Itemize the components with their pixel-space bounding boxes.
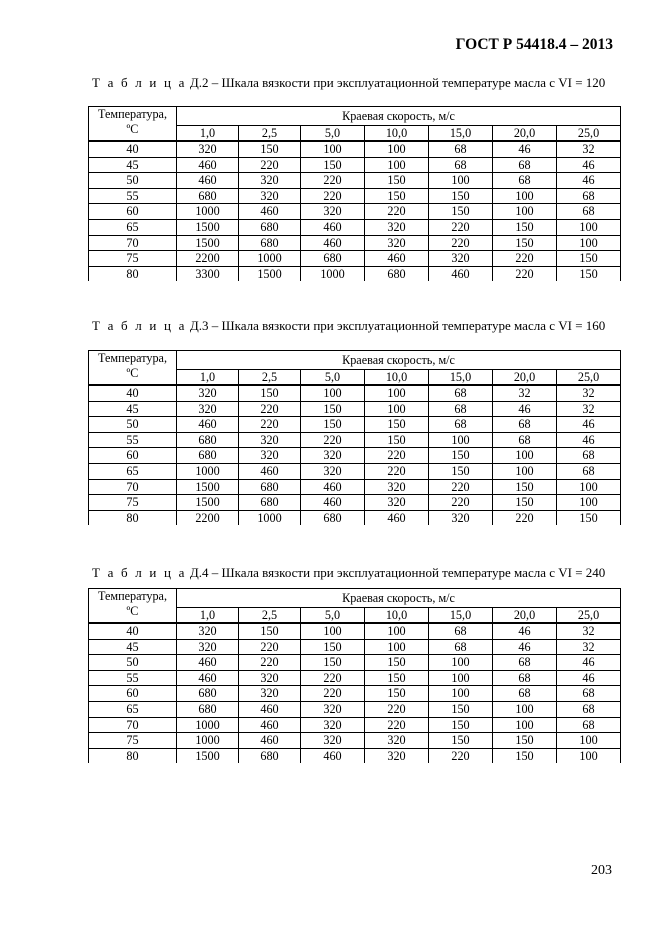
- viscosity-cell: 150: [365, 686, 429, 702]
- viscosity-cell: 320: [177, 401, 239, 417]
- viscosity-cell: 320: [429, 251, 493, 267]
- viscosity-cell: 460: [177, 670, 239, 686]
- viscosity-cell: 460: [239, 463, 301, 479]
- table-row: [89, 670, 621, 686]
- viscosity-cell: 680: [177, 701, 239, 717]
- viscosity-cell: 46: [557, 432, 621, 448]
- viscosity-cell: 68: [557, 463, 621, 479]
- viscosity-cell: 150: [301, 157, 365, 173]
- viscosity-cell: 460: [239, 717, 301, 733]
- viscosity-cell: 32: [557, 385, 621, 401]
- table-row: [89, 141, 621, 157]
- viscosity-cell: 100: [429, 670, 493, 686]
- temperature-cell: 80: [89, 510, 177, 525]
- table-d2-caption: [92, 75, 605, 91]
- caption-text: Д.4 – Шкала вязкости при эксплуатационной температуре масла с VI = 240: [189, 565, 606, 580]
- viscosity-cell: 320: [365, 479, 429, 495]
- viscosity-cell: 320: [177, 639, 239, 655]
- speed-column-header: 20,0: [493, 608, 557, 624]
- viscosity-cell: 220: [429, 235, 493, 251]
- viscosity-cell: 150: [493, 219, 557, 235]
- temperature-cell: 65: [89, 463, 177, 479]
- viscosity-cell: 46: [493, 401, 557, 417]
- viscosity-cell: 150: [239, 385, 301, 401]
- viscosity-cell: 150: [301, 401, 365, 417]
- table-row: [89, 448, 621, 464]
- speed-header: Краевая скорость, м/с: [177, 107, 621, 126]
- viscosity-table-d4: [88, 588, 621, 763]
- viscosity-cell: 460: [239, 204, 301, 220]
- viscosity-cell: 1000: [301, 266, 365, 281]
- viscosity-cell: 320: [365, 733, 429, 749]
- temperature-cell: 80: [89, 266, 177, 281]
- temperature-cell: 45: [89, 639, 177, 655]
- viscosity-cell: 220: [239, 655, 301, 671]
- viscosity-cell: 680: [239, 219, 301, 235]
- viscosity-cell: 150: [429, 463, 493, 479]
- viscosity-cell: 1500: [177, 479, 239, 495]
- viscosity-cell: 220: [365, 717, 429, 733]
- speed-column-header: 25,0: [557, 370, 621, 386]
- viscosity-cell: 320: [239, 686, 301, 702]
- table-label: Т а б л и ц а: [92, 75, 187, 90]
- page-number: 203: [591, 863, 612, 878]
- viscosity-cell: 320: [301, 701, 365, 717]
- viscosity-cell: 320: [239, 188, 301, 204]
- viscosity-cell: 2200: [177, 251, 239, 267]
- viscosity-cell: 150: [239, 623, 301, 639]
- viscosity-cell: 100: [493, 463, 557, 479]
- viscosity-cell: 100: [557, 748, 621, 763]
- viscosity-cell: 150: [365, 173, 429, 189]
- temperature-cell: 55: [89, 670, 177, 686]
- speed-column-header: 1,0: [177, 608, 239, 624]
- viscosity-cell: 680: [239, 479, 301, 495]
- viscosity-cell: 1000: [239, 510, 301, 525]
- viscosity-cell: 150: [429, 733, 493, 749]
- temperature-cell: 80: [89, 748, 177, 763]
- viscosity-cell: 150: [429, 204, 493, 220]
- viscosity-cell: 100: [365, 141, 429, 157]
- viscosity-cell: 460: [301, 495, 365, 511]
- viscosity-cell: 68: [557, 686, 621, 702]
- viscosity-cell: 150: [493, 733, 557, 749]
- speed-column-header: 20,0: [493, 126, 557, 142]
- viscosity-cell: 100: [493, 717, 557, 733]
- viscosity-cell: 100: [365, 623, 429, 639]
- table-row: [89, 204, 621, 220]
- viscosity-cell: 68: [557, 701, 621, 717]
- viscosity-cell: 150: [429, 701, 493, 717]
- speed-column-header: 2,5: [239, 608, 301, 624]
- viscosity-cell: 1000: [177, 204, 239, 220]
- viscosity-cell: 1500: [177, 235, 239, 251]
- viscosity-cell: 220: [301, 188, 365, 204]
- viscosity-cell: 46: [493, 623, 557, 639]
- viscosity-cell: 220: [365, 204, 429, 220]
- table-row: [89, 235, 621, 251]
- table-row: [89, 748, 621, 763]
- speed-column-header: 15,0: [429, 608, 493, 624]
- speed-column-header: 15,0: [429, 126, 493, 142]
- speed-column-header: 15,0: [429, 370, 493, 386]
- viscosity-cell: 2200: [177, 510, 239, 525]
- viscosity-cell: 460: [177, 417, 239, 433]
- viscosity-cell: 46: [557, 670, 621, 686]
- viscosity-cell: 320: [177, 385, 239, 401]
- temperature-header: Температура, ºС: [89, 351, 177, 386]
- viscosity-cell: 68: [429, 401, 493, 417]
- viscosity-cell: 150: [557, 266, 621, 281]
- viscosity-cell: 220: [301, 686, 365, 702]
- viscosity-cell: 32: [557, 401, 621, 417]
- speed-column-header: 10,0: [365, 126, 429, 142]
- table-row: [89, 510, 621, 525]
- viscosity-cell: 1000: [177, 717, 239, 733]
- viscosity-cell: 460: [301, 479, 365, 495]
- temperature-cell: 55: [89, 188, 177, 204]
- viscosity-cell: 68: [493, 417, 557, 433]
- temperature-cell: 65: [89, 701, 177, 717]
- viscosity-cell: 46: [557, 173, 621, 189]
- table-row: [89, 733, 621, 749]
- viscosity-cell: 68: [493, 670, 557, 686]
- viscosity-cell: 220: [301, 173, 365, 189]
- viscosity-cell: 68: [493, 157, 557, 173]
- temperature-cell: 50: [89, 417, 177, 433]
- viscosity-cell: 320: [177, 141, 239, 157]
- temperature-cell: 50: [89, 655, 177, 671]
- temperature-cell: 75: [89, 251, 177, 267]
- viscosity-cell: 32: [557, 141, 621, 157]
- viscosity-cell: 460: [301, 235, 365, 251]
- viscosity-cell: 32: [557, 623, 621, 639]
- table-row: [89, 219, 621, 235]
- viscosity-cell: 460: [177, 157, 239, 173]
- speed-column-header: 5,0: [301, 370, 365, 386]
- viscosity-cell: 3300: [177, 266, 239, 281]
- viscosity-cell: 150: [493, 748, 557, 763]
- viscosity-cell: 68: [557, 204, 621, 220]
- viscosity-cell: 100: [365, 385, 429, 401]
- viscosity-cell: 100: [301, 141, 365, 157]
- viscosity-cell: 150: [493, 495, 557, 511]
- viscosity-cell: 68: [429, 623, 493, 639]
- viscosity-cell: 320: [301, 204, 365, 220]
- temperature-cell: 60: [89, 686, 177, 702]
- table-row: [89, 495, 621, 511]
- table-row: [89, 417, 621, 433]
- viscosity-cell: 680: [177, 448, 239, 464]
- viscosity-cell: 68: [493, 655, 557, 671]
- viscosity-cell: 320: [365, 495, 429, 511]
- viscosity-cell: 460: [301, 219, 365, 235]
- viscosity-cell: 680: [301, 251, 365, 267]
- temperature-cell: 40: [89, 623, 177, 639]
- temperature-cell: 50: [89, 173, 177, 189]
- temperature-cell: 45: [89, 401, 177, 417]
- viscosity-cell: 150: [365, 188, 429, 204]
- viscosity-cell: 320: [301, 717, 365, 733]
- speed-header: Краевая скорость, м/с: [177, 351, 621, 370]
- viscosity-cell: 680: [239, 235, 301, 251]
- viscosity-cell: 220: [493, 510, 557, 525]
- viscosity-cell: 460: [177, 655, 239, 671]
- viscosity-table-d3: [88, 350, 621, 525]
- viscosity-cell: 68: [429, 417, 493, 433]
- viscosity-cell: 100: [429, 655, 493, 671]
- table-d4-caption: [92, 565, 605, 581]
- table-row: [89, 701, 621, 717]
- viscosity-cell: 150: [429, 717, 493, 733]
- table-label: Т а б л и ц а: [92, 318, 187, 333]
- viscosity-cell: 150: [365, 655, 429, 671]
- temperature-header: Температура, ºС: [89, 107, 177, 142]
- viscosity-cell: 100: [493, 448, 557, 464]
- speed-column-header: 20,0: [493, 370, 557, 386]
- speed-column-header: 2,5: [239, 370, 301, 386]
- viscosity-cell: 460: [365, 510, 429, 525]
- viscosity-cell: 1500: [177, 748, 239, 763]
- speed-column-header: 10,0: [365, 608, 429, 624]
- temperature-cell: 75: [89, 733, 177, 749]
- viscosity-cell: 100: [557, 733, 621, 749]
- viscosity-cell: 1500: [177, 495, 239, 511]
- speed-column-header: 1,0: [177, 370, 239, 386]
- viscosity-cell: 150: [301, 639, 365, 655]
- table-row: [89, 157, 621, 173]
- viscosity-cell: 680: [239, 748, 301, 763]
- viscosity-cell: 68: [429, 639, 493, 655]
- temperature-cell: 70: [89, 717, 177, 733]
- viscosity-cell: 220: [493, 251, 557, 267]
- table-row: [89, 266, 621, 281]
- viscosity-cell: 220: [301, 670, 365, 686]
- viscosity-cell: 680: [239, 495, 301, 511]
- table-row: [89, 479, 621, 495]
- viscosity-cell: 100: [557, 479, 621, 495]
- speed-column-header: 25,0: [557, 126, 621, 142]
- table-row: [89, 686, 621, 702]
- viscosity-cell: 68: [493, 686, 557, 702]
- temperature-cell: 65: [89, 219, 177, 235]
- caption-text: Д.3 – Шкала вязкости при эксплуатационной температуре масла с VI = 160: [189, 318, 606, 333]
- viscosity-cell: 220: [429, 479, 493, 495]
- viscosity-cell: 220: [365, 448, 429, 464]
- temperature-cell: 70: [89, 479, 177, 495]
- viscosity-table-d2: [88, 106, 621, 281]
- table-row: [89, 463, 621, 479]
- table-row: [89, 655, 621, 671]
- viscosity-cell: 150: [493, 479, 557, 495]
- speed-column-header: 10,0: [365, 370, 429, 386]
- viscosity-cell: 680: [301, 510, 365, 525]
- viscosity-cell: 680: [365, 266, 429, 281]
- viscosity-cell: 320: [365, 219, 429, 235]
- temperature-cell: 55: [89, 432, 177, 448]
- temperature-cell: 75: [89, 495, 177, 511]
- viscosity-cell: 150: [301, 417, 365, 433]
- speed-header: Краевая скорость, м/с: [177, 589, 621, 608]
- speed-column-header: 5,0: [301, 608, 365, 624]
- temperature-cell: 60: [89, 448, 177, 464]
- table-row: [89, 188, 621, 204]
- viscosity-cell: 460: [239, 733, 301, 749]
- viscosity-cell: 220: [429, 748, 493, 763]
- viscosity-cell: 220: [365, 463, 429, 479]
- viscosity-cell: 100: [557, 495, 621, 511]
- document-number: ГОСТ Р 54418.4 – 2013: [455, 36, 613, 53]
- viscosity-cell: 100: [557, 235, 621, 251]
- table-row: [89, 432, 621, 448]
- viscosity-cell: 100: [429, 432, 493, 448]
- table-row: [89, 401, 621, 417]
- viscosity-cell: 150: [493, 235, 557, 251]
- speed-column-header: 1,0: [177, 126, 239, 142]
- table-row: [89, 639, 621, 655]
- speed-column-header: 5,0: [301, 126, 365, 142]
- viscosity-cell: 220: [301, 432, 365, 448]
- viscosity-cell: 100: [557, 219, 621, 235]
- viscosity-cell: 68: [557, 717, 621, 733]
- viscosity-cell: 150: [429, 448, 493, 464]
- table-row: [89, 717, 621, 733]
- viscosity-cell: 320: [239, 432, 301, 448]
- viscosity-cell: 150: [365, 670, 429, 686]
- speed-column-header: 25,0: [557, 608, 621, 624]
- viscosity-cell: 150: [239, 141, 301, 157]
- viscosity-cell: 460: [177, 173, 239, 189]
- viscosity-cell: 100: [301, 623, 365, 639]
- viscosity-cell: 680: [177, 432, 239, 448]
- temperature-cell: 70: [89, 235, 177, 251]
- viscosity-cell: 1000: [177, 463, 239, 479]
- viscosity-cell: 46: [557, 655, 621, 671]
- temperature-header: Температура, ºС: [89, 589, 177, 624]
- viscosity-cell: 46: [493, 141, 557, 157]
- viscosity-cell: 68: [429, 157, 493, 173]
- viscosity-cell: 220: [239, 401, 301, 417]
- viscosity-cell: 150: [301, 655, 365, 671]
- viscosity-cell: 100: [429, 686, 493, 702]
- viscosity-cell: 320: [239, 448, 301, 464]
- viscosity-cell: 220: [429, 219, 493, 235]
- viscosity-cell: 320: [301, 733, 365, 749]
- viscosity-cell: 68: [493, 432, 557, 448]
- viscosity-cell: 320: [239, 670, 301, 686]
- viscosity-cell: 220: [429, 495, 493, 511]
- table-row: [89, 623, 621, 639]
- viscosity-cell: 100: [493, 204, 557, 220]
- viscosity-cell: 100: [493, 701, 557, 717]
- viscosity-cell: 100: [301, 385, 365, 401]
- viscosity-cell: 320: [365, 748, 429, 763]
- table-row: [89, 251, 621, 267]
- viscosity-cell: 220: [365, 701, 429, 717]
- viscosity-cell: 320: [301, 463, 365, 479]
- viscosity-cell: 100: [493, 188, 557, 204]
- viscosity-cell: 460: [239, 701, 301, 717]
- speed-column-header: 2,5: [239, 126, 301, 142]
- viscosity-cell: 1000: [239, 251, 301, 267]
- table-row: [89, 173, 621, 189]
- temperature-cell: 40: [89, 141, 177, 157]
- viscosity-cell: 68: [557, 448, 621, 464]
- viscosity-cell: 100: [365, 639, 429, 655]
- viscosity-cell: 46: [493, 639, 557, 655]
- viscosity-cell: 46: [557, 157, 621, 173]
- viscosity-cell: 68: [429, 141, 493, 157]
- viscosity-cell: 68: [493, 173, 557, 189]
- viscosity-cell: 150: [365, 432, 429, 448]
- caption-text: Д.2 – Шкала вязкости при эксплуатационной температуре масла с VI = 120: [189, 75, 606, 90]
- viscosity-cell: 320: [301, 448, 365, 464]
- viscosity-cell: 150: [365, 417, 429, 433]
- viscosity-cell: 100: [365, 401, 429, 417]
- viscosity-cell: 680: [177, 188, 239, 204]
- viscosity-cell: 220: [239, 639, 301, 655]
- viscosity-cell: 150: [429, 188, 493, 204]
- viscosity-cell: 320: [177, 623, 239, 639]
- viscosity-cell: 460: [429, 266, 493, 281]
- temperature-cell: 45: [89, 157, 177, 173]
- viscosity-cell: 220: [239, 417, 301, 433]
- table-row: [89, 385, 621, 401]
- viscosity-cell: 46: [557, 417, 621, 433]
- viscosity-cell: 100: [429, 173, 493, 189]
- viscosity-cell: 320: [239, 173, 301, 189]
- viscosity-cell: 1500: [239, 266, 301, 281]
- viscosity-cell: 1500: [177, 219, 239, 235]
- viscosity-cell: 460: [301, 748, 365, 763]
- table-label: Т а б л и ц а: [92, 565, 187, 580]
- viscosity-cell: 220: [239, 157, 301, 173]
- viscosity-cell: 32: [557, 639, 621, 655]
- viscosity-cell: 150: [557, 510, 621, 525]
- viscosity-cell: 1000: [177, 733, 239, 749]
- viscosity-cell: 320: [365, 235, 429, 251]
- viscosity-cell: 220: [493, 266, 557, 281]
- viscosity-cell: 68: [557, 188, 621, 204]
- viscosity-cell: 32: [493, 385, 557, 401]
- viscosity-cell: 460: [365, 251, 429, 267]
- viscosity-cell: 320: [429, 510, 493, 525]
- viscosity-cell: 680: [177, 686, 239, 702]
- viscosity-cell: 68: [429, 385, 493, 401]
- temperature-cell: 60: [89, 204, 177, 220]
- temperature-cell: 40: [89, 385, 177, 401]
- table-d3-caption: [92, 318, 605, 334]
- viscosity-cell: 100: [365, 157, 429, 173]
- viscosity-cell: 150: [557, 251, 621, 267]
